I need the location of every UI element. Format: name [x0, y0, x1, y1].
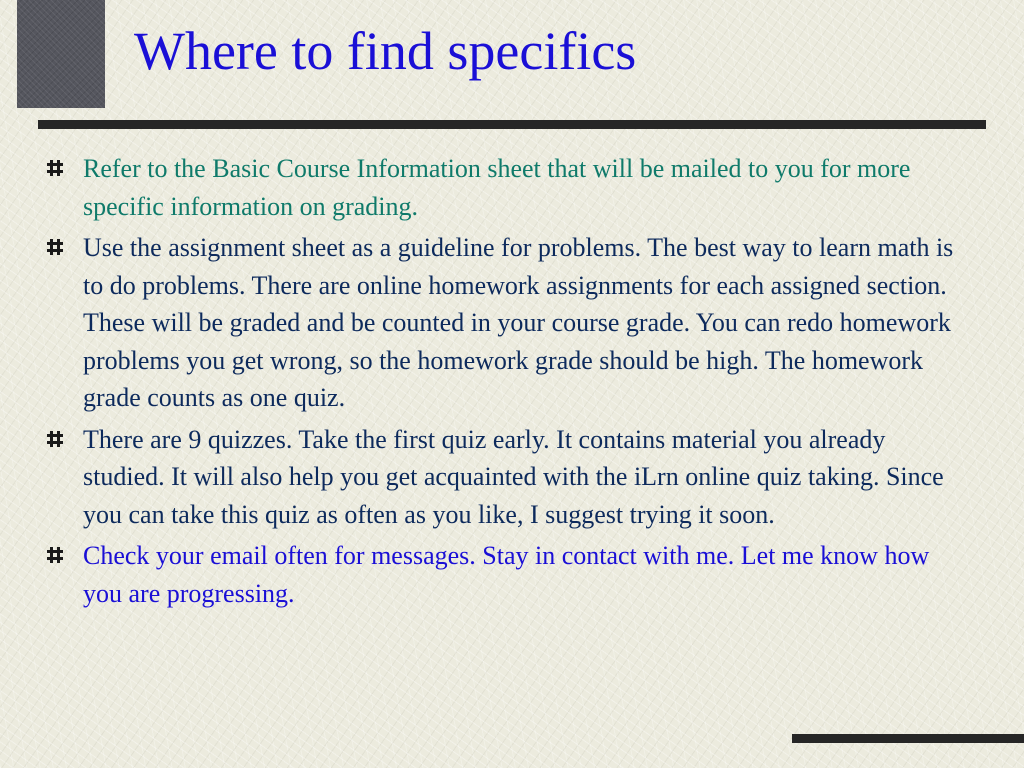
hash-bullet-icon	[46, 238, 64, 256]
bullet-list	[46, 150, 956, 616]
hash-bullet-icon	[46, 430, 64, 448]
bullet-text: Refer to the Basic Course Information sheet that will be mailed to you for more specific information on grading.	[83, 154, 911, 221]
title-underline-bar	[38, 120, 986, 129]
bullet-item	[46, 229, 956, 417]
bullet-text: There are 9 quizzes. Take the first quiz early. It contains material you already studied. It will also help you get acquainted with the iLrn online quiz taking. Since you can take this quiz as often as you like, I suggest trying it soon.	[83, 424, 944, 529]
bullet-text: Check your email often for messages. Stay in contact with me. Let me know how you are progressing.	[83, 541, 930, 608]
bottom-accent-bar	[792, 734, 1024, 743]
bullet-item	[46, 421, 956, 534]
hash-bullet-icon	[46, 546, 64, 564]
slide-title: Where to find specifics	[134, 21, 637, 81]
bullet-text: Use the assignment sheet as a guideline for problems. The best way to learn math is to do problems. There are online homework assignments for each assigned section. These will be graded and be counted in your course grade. You can redo homework problems you get wrong, so the homework grade should be high. The homework grade counts as one quiz.	[83, 233, 954, 412]
bullet-item	[46, 537, 956, 612]
corner-decoration	[17, 0, 105, 108]
hash-bullet-icon	[46, 159, 64, 177]
bullet-item	[46, 150, 956, 225]
